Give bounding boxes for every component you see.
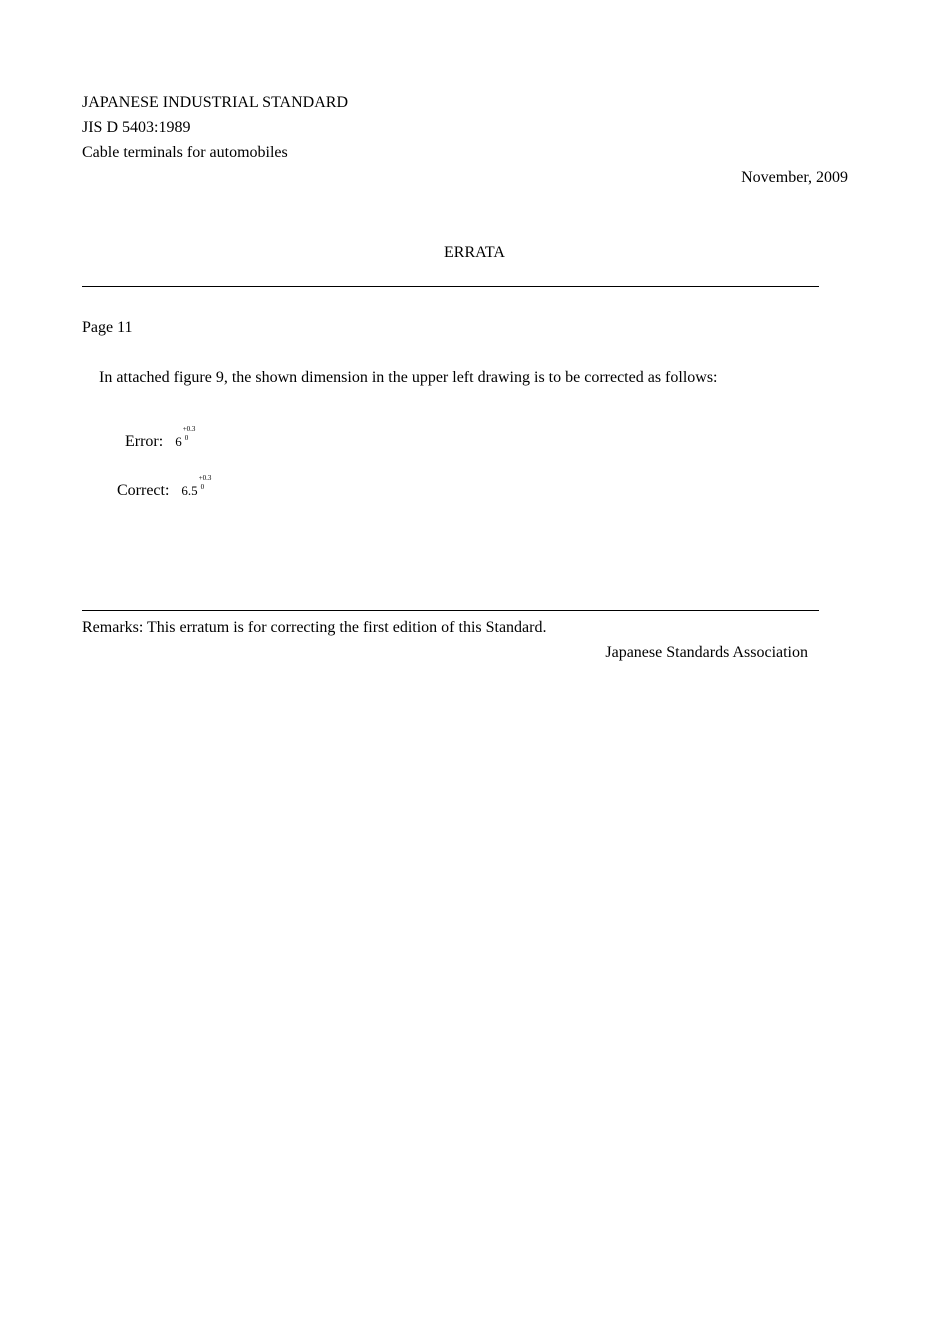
correct-value: 6.5 (181, 483, 198, 498)
standard-number: JIS D 5403:1989 (82, 119, 191, 136)
error-row (125, 425, 196, 450)
standard-heading: JAPANESE INDUSTRIAL STANDARD (82, 94, 348, 111)
error-tolerance-upper: +0.3 (182, 425, 196, 433)
bottom-divider (82, 610, 819, 611)
error-tolerance-lower: 0 (184, 434, 189, 442)
publisher-name: Japanese Standards Association (605, 644, 808, 661)
correct-tolerance-upper: +0.3 (198, 474, 212, 482)
error-label: Error: (125, 433, 164, 450)
issue-date: November, 2009 (741, 169, 848, 186)
remarks-text: Remarks: This erratum is for correcting the first edition of this Standard. (82, 619, 547, 636)
correct-tolerance (198, 474, 212, 495)
page-reference: Page 11 (82, 319, 133, 336)
page-title: ERRATA (444, 244, 505, 261)
standard-title: Cable terminals for automobiles (82, 144, 288, 161)
top-divider (82, 286, 819, 287)
correct-row (117, 474, 212, 499)
error-value: 6 (175, 434, 182, 449)
correct-tolerance-lower: 0 (200, 483, 205, 491)
correct-label: Correct: (117, 482, 170, 499)
error-tolerance (182, 425, 196, 446)
correction-description: In attached figure 9, the shown dimension in the upper left drawing is to be corrected as follows: (99, 369, 718, 386)
